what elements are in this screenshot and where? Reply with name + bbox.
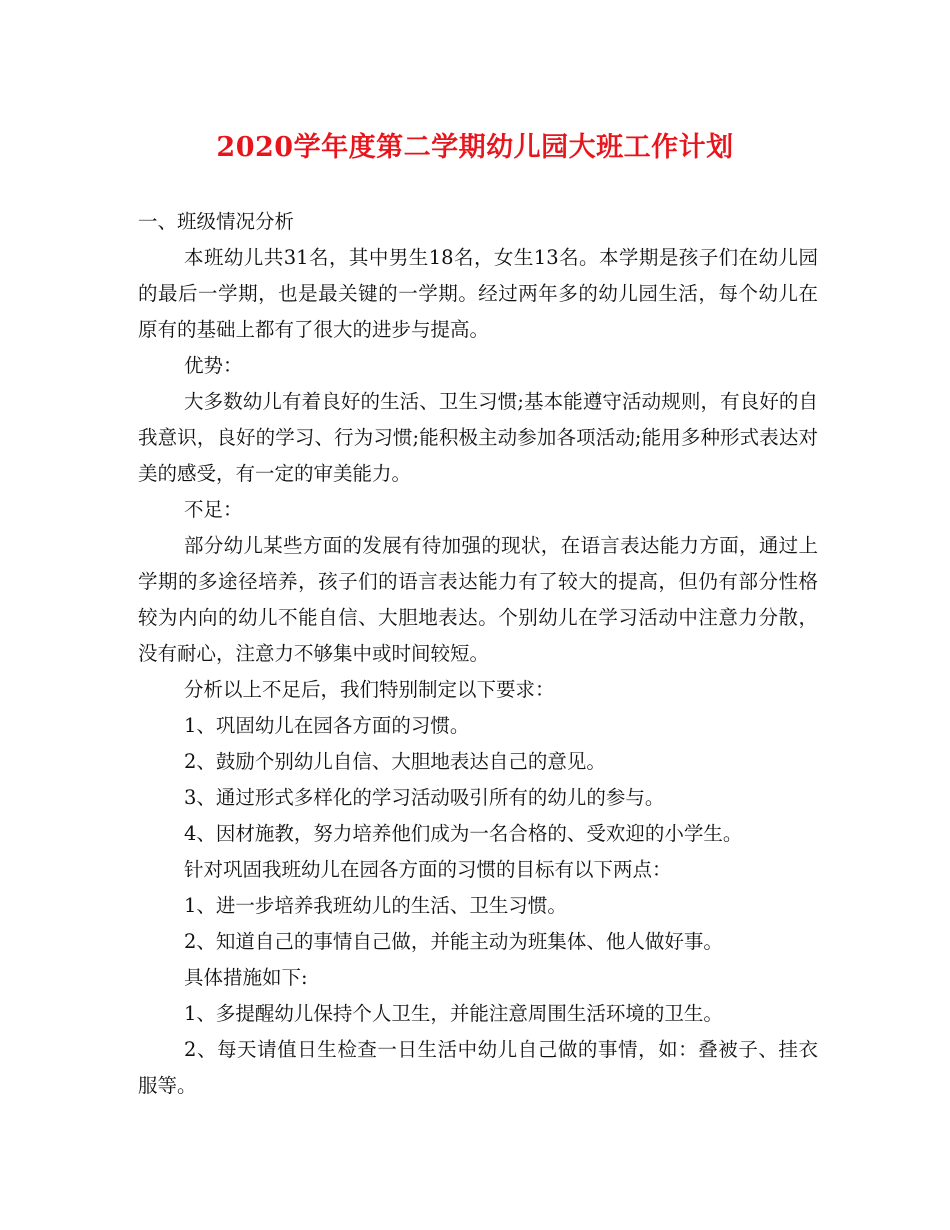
paragraph: 不足： bbox=[184, 498, 243, 521]
paragraph: 部分幼儿某些方面的发展有待加强的现状，在语言表达能力方面，通过上学期的多途径培养，孩子们的语言表达能力有了较大的提高，但仍有部分性格较为内向的幼儿不能自信、大胆地表达。个别幼儿在学习活动中注意力分散，没有耐心，注意力不够集中或时间较短。 bbox=[138, 534, 818, 665]
list-item: 3、通过形式多样化的学习活动吸引所有的幼儿的参与。 bbox=[184, 786, 665, 809]
section-heading: 一、班级情况分析 bbox=[138, 210, 295, 233]
paragraph: 优势： bbox=[184, 354, 243, 377]
list-item: 1、多提醒幼儿保持个人卫生，并能注意周围生活环境的卫生。 bbox=[184, 1002, 723, 1025]
list-item: 1、进一步培养我班幼儿的生活、卫生习惯。 bbox=[184, 894, 567, 917]
document-body bbox=[138, 204, 818, 1104]
paragraph: 具体措施如下: bbox=[184, 966, 308, 989]
list-item: 2、鼓励个别幼儿自信、大胆地表达自己的意见。 bbox=[184, 750, 606, 773]
list-item: 1、巩固幼儿在园各方面的习惯。 bbox=[184, 714, 470, 737]
paragraph: 分析以上不足后，我们特别制定以下要求： bbox=[184, 678, 555, 701]
list-item: 4、因材施教，努力培养他们成为一名合格的、受欢迎的小学生。 bbox=[184, 822, 743, 845]
document-title: 2020学年度第二学期幼儿园大班工作计划 bbox=[216, 132, 734, 163]
paragraph: 大多数幼儿有着良好的生活、卫生习惯;基本能遵守活动规则，有良好的自我意识，良好的学习、行为习惯;能积极主动参加各项活动;能用多种形式表达对美的感受，有一定的审美能力。 bbox=[138, 390, 818, 485]
paragraph: 针对巩固我班幼儿在园各方面的习惯的目标有以下两点： bbox=[184, 858, 672, 881]
paragraph: 本班幼儿共31名，其中男生18名，女生13名。本学期是孩子们在幼儿园的最后一学期，也是最关键的一学期。经过两年多的幼儿园生活，每个幼儿在原有的基础上都有了很大的进步与提高。 bbox=[138, 246, 818, 341]
list-item: 2、每天请值日生检查一日生活中幼儿自己做的事情，如：叠被子、挂衣服等。 bbox=[138, 1038, 818, 1097]
list-item: 2、知道自己的事情自己做，并能主动为班集体、他人做好事。 bbox=[184, 930, 723, 953]
